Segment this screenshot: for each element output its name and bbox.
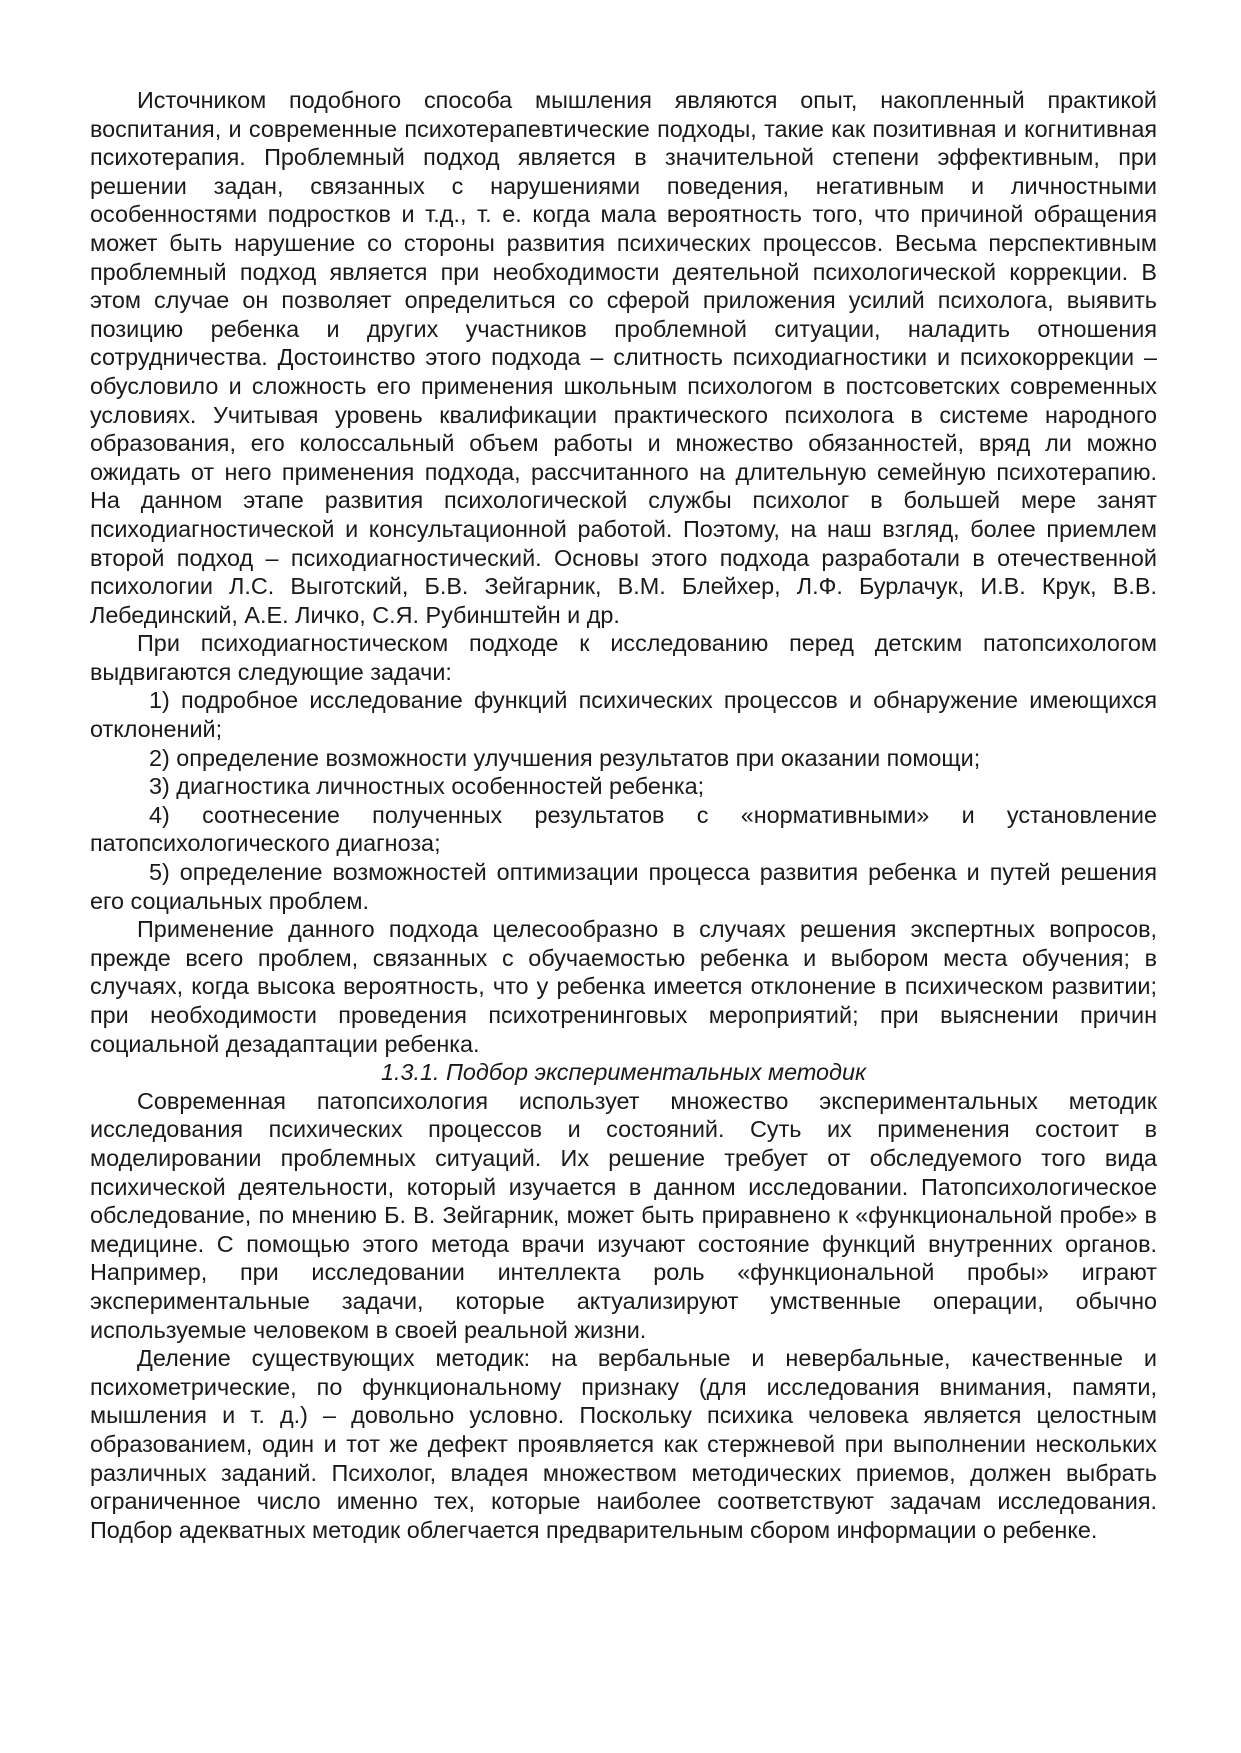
task-list-item-1: 1) подробное исследование функций психических процессов и обнаружение имеющихся отклонений; [90,687,1157,743]
task-list-item-5: 5) определение возможностей оптимизации процесса развития ребенка и путей решения его социальных проблем. [90,859,1157,914]
section-subheading: 1.3.1. Подбор экспериментальных методик [380,1059,867,1086]
task-list-item-4: 4) соотнесение полученных результатов с «нормативными» и установление патопсихологического диагноза; [90,801,1157,857]
paragraph-psychodiagnostic-tasks-intro: При психодиагностическом подходе к исследованию перед детским патопсихологом выдвигаются следующие задачи: [90,630,1157,685]
task-list-item-2: 2) определение возможности улучшения результатов при оказании помощи; [149,744,981,771]
paragraph-approach-application: Применение данного подхода целесообразно в случаях решения экспертных вопросов, прежде всего проблем, связанных с обучаемостью ребенка и выбором места обучения; в случаях, когда высока вероятность, что у ребенка имеется отклонение в психическом развитии; при необходимости проведения психотренинговых мероприятий; при выяснении причин социальной дезадаптации ребенка. [90,916,1157,1057]
paragraph-sources-of-thinking: Источником подобного способа мышления являются опыт, накопленный практикой воспитания, и современные психотерапевтические подходы, такие как позитивная и когнитивная психотерапия. Проблемный подход является в значительной степени эффективным, при решении задан, связанных с нарушениями поведения, негативным и личностными особенностями подростков и т.д., т. е. когда мала вероятность того, что причиной обращения может быть нарушение со стороны развития психических процессов. Весьма перспективным проблемный подход является при необходимости деятельной психологической коррекции. В этом случае он позволяет определиться со сферой приложения усилий психолога, выявить позицию ребенка и других участников проблемной ситуации, наладить отношения сотрудничества. Достоинство этого подхода – слитность психодиагностики и психокоррекции – обусловило и сложность его применения школьным психологом в постсоветских современных условиях. Учитывая уровень квалификации практического психолога в системе народного образования, его колоссальный объем работы и множество обязанностей, вряд ли можно ожидать от него применения подхода, рассчитанного на длительную семейную психотерапию. На данном этапе развития психологической службы психолог в большей мере занят психодиагностической и консультационной работой. Поэтому, на наш взгляд, более приемлем второй подход – психодиагностический. Основы этого подхода разработали в отечественной психологии Л.С. Выготский, Б.В. Зейгарник, В.М. Блейхер, Л.Ф. Бурлачук, И.В. Крук, В.В. Лебединский, А.Е. Личко, С.Я. Рубинштейн и др. [90,87,1157,628]
paragraph-method-classification: Деление существующих методик: на вербальные и невербальные, качественные и психометрические, по функциональному признаку (для исследования внимания, памяти, мышления и т. д.) – довольно условно. Поскольку психика человека является целостным образованием, один и тот же дефект проявляется как стержневой при выполнении нескольких различных заданий. Психолог, владея множеством методических приемов, должен выбрать ограниченное число именно тех, которые наиболее соответствуют задачам исследования. Подбор адекватных методик облегчается предварительным сбором информации о ребенке. [90,1345,1157,1543]
document-body [90,86,1157,1544]
paragraph-modern-pathopsychology: Современная патопсихология использует множество экспериментальных методик исследования психических процессов и состояний. Суть их применения состоит в моделировании проблемных ситуаций. Их решение требует от обследуемого того вида психической деятельности, который изучается в данном исследовании. Патопсихологическое обследование, по мнению Б. В. Зейгарник, может быть приравнено к «функциональной пробе» в медицине. С помощью этого метода врачи изучают состояние функций внутренних органов. Например, при исследовании интеллекта роль «функциональной пробы» играют экспериментальные задачи, которые актуализируют умственные операции, обычно используемые человеком в своей реальной жизни. [90,1087,1157,1343]
task-list-item-3: 3) диагностика личностных особенностей ребенка; [149,773,705,800]
